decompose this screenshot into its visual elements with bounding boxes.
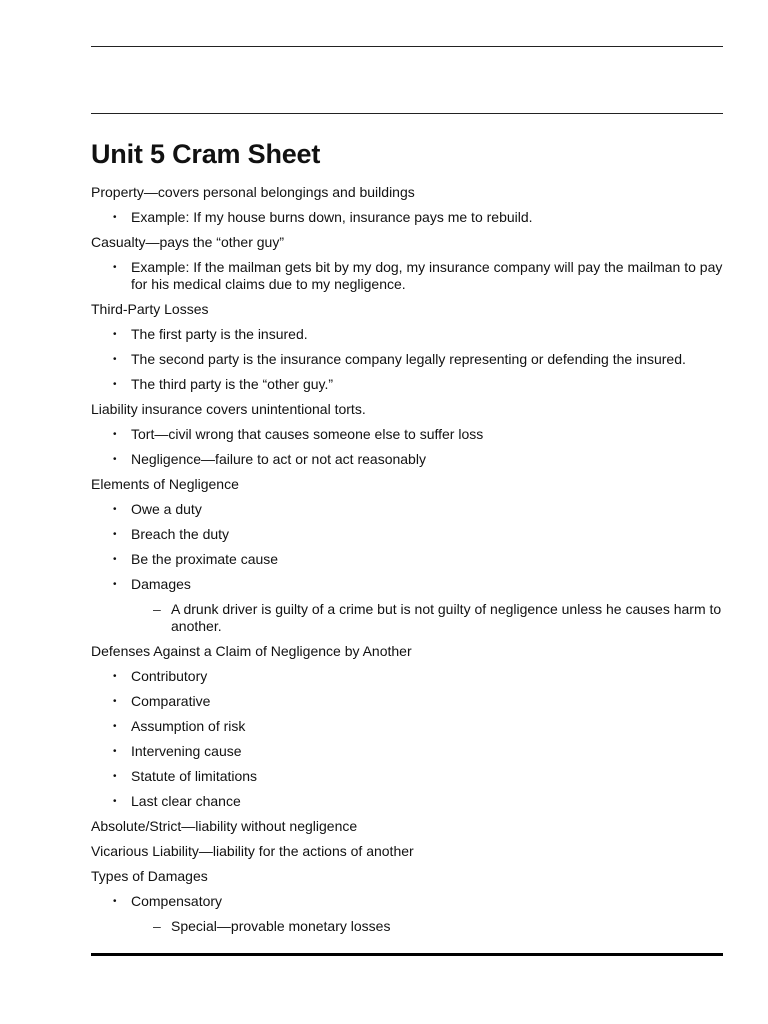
bullet-text: Contributory <box>131 668 208 684</box>
bullet-item <box>91 693 723 710</box>
sub-bullet-item <box>91 601 723 635</box>
content-list <box>91 184 723 935</box>
bullet-text: Be the proximate cause <box>131 551 279 567</box>
bullet-icon: • <box>113 554 117 565</box>
bullet-item <box>91 576 723 593</box>
section-paragraph <box>91 184 723 201</box>
bullet-item <box>91 718 723 735</box>
bullet-item <box>91 351 723 368</box>
bullet-icon: • <box>113 696 117 707</box>
bullet-text: Intervening cause <box>131 743 242 759</box>
header-rule-bottom <box>91 113 723 114</box>
paragraph-text: Elements of Negligence <box>91 476 239 492</box>
bullet-text: Compensatory <box>131 893 223 909</box>
section-paragraph <box>91 843 723 860</box>
bullet-icon: • <box>113 429 117 440</box>
bullet-text: Example: If the mailman gets bit by my dog, my insurance company will pay the mailman to pay for his medical claims due to my negligence. <box>131 259 723 292</box>
bullet-icon: • <box>113 379 117 390</box>
bullet-text: Assumption of risk <box>131 718 246 734</box>
bullet-icon: • <box>113 896 117 907</box>
bullet-text: The second party is the insurance company legally representing or defending the insured. <box>131 351 686 367</box>
sub-bullet-text: A drunk driver is guilty of a crime but is not guilty of negligence unless he causes harm to another. <box>171 601 722 634</box>
bullet-item <box>91 426 723 443</box>
bullet-item <box>91 668 723 685</box>
section-paragraph <box>91 818 723 835</box>
bullet-icon: • <box>113 354 117 365</box>
section-paragraph <box>91 301 723 318</box>
section-paragraph <box>91 234 723 251</box>
bullet-item <box>91 551 723 568</box>
bullet-item <box>91 793 723 810</box>
footer-rule <box>91 953 723 956</box>
bullet-text: Owe a duty <box>131 501 202 517</box>
page-title: Unit 5 Cram Sheet <box>91 139 321 169</box>
section-paragraph <box>91 643 723 660</box>
bullet-text: The first party is the insured. <box>131 326 308 342</box>
bullet-icon: • <box>113 671 117 682</box>
paragraph-text: Property—covers personal belongings and buildings <box>91 184 415 200</box>
bullet-text: Last clear chance <box>131 793 241 809</box>
bullet-text: Damages <box>131 576 191 592</box>
bullet-icon: • <box>113 579 117 590</box>
bullet-item <box>91 376 723 393</box>
bullet-item <box>91 743 723 760</box>
document-body <box>91 139 723 943</box>
header-rule-top <box>91 46 723 47</box>
bullet-icon: • <box>113 796 117 807</box>
bullet-item <box>91 501 723 518</box>
bullet-item <box>91 326 723 343</box>
bullet-item <box>91 526 723 543</box>
paragraph-text: Third-Party Losses <box>91 301 209 317</box>
paragraph-text: Vicarious Liability—liability for the actions of another <box>91 843 414 859</box>
bullet-text: Comparative <box>131 693 211 709</box>
bullet-icon: • <box>113 212 117 223</box>
bullet-item <box>91 768 723 785</box>
bullet-text: The third party is the “other guy.” <box>131 376 334 392</box>
bullet-text: Example: If my house burns down, insurance pays me to rebuild. <box>131 209 533 225</box>
bullet-icon: • <box>113 454 117 465</box>
bullet-icon: • <box>113 529 117 540</box>
dash-icon: – <box>153 918 161 934</box>
bullet-item <box>91 893 723 910</box>
bullet-icon: • <box>113 504 117 515</box>
sub-bullet-text: Special—provable monetary losses <box>171 918 391 934</box>
bullet-text: Breach the duty <box>131 526 230 542</box>
paragraph-text: Liability insurance covers unintentional torts. <box>91 401 366 417</box>
paragraph-text: Casualty—pays the “other guy” <box>91 234 284 250</box>
section-paragraph <box>91 868 723 885</box>
bullet-icon: • <box>113 746 117 757</box>
bullet-text: Tort—civil wrong that causes someone else to suffer loss <box>131 426 484 442</box>
section-paragraph <box>91 401 723 418</box>
paragraph-text: Absolute/Strict—liability without negligence <box>91 818 358 834</box>
bullet-item <box>91 209 723 226</box>
sub-bullet-item <box>91 918 723 935</box>
bullet-icon: • <box>113 721 117 732</box>
paragraph-text: Defenses Against a Claim of Negligence by Another <box>91 643 412 659</box>
dash-icon: – <box>153 601 161 617</box>
bullet-icon: • <box>113 329 117 340</box>
bullet-text: Statute of limitations <box>131 768 258 784</box>
bullet-item <box>91 451 723 468</box>
bullet-icon: • <box>113 262 117 273</box>
bullet-text: Negligence—failure to act or not act reasonably <box>131 451 426 467</box>
paragraph-text: Types of Damages <box>91 868 208 884</box>
bullet-icon: • <box>113 771 117 782</box>
bullet-item <box>91 259 723 293</box>
section-paragraph <box>91 476 723 493</box>
